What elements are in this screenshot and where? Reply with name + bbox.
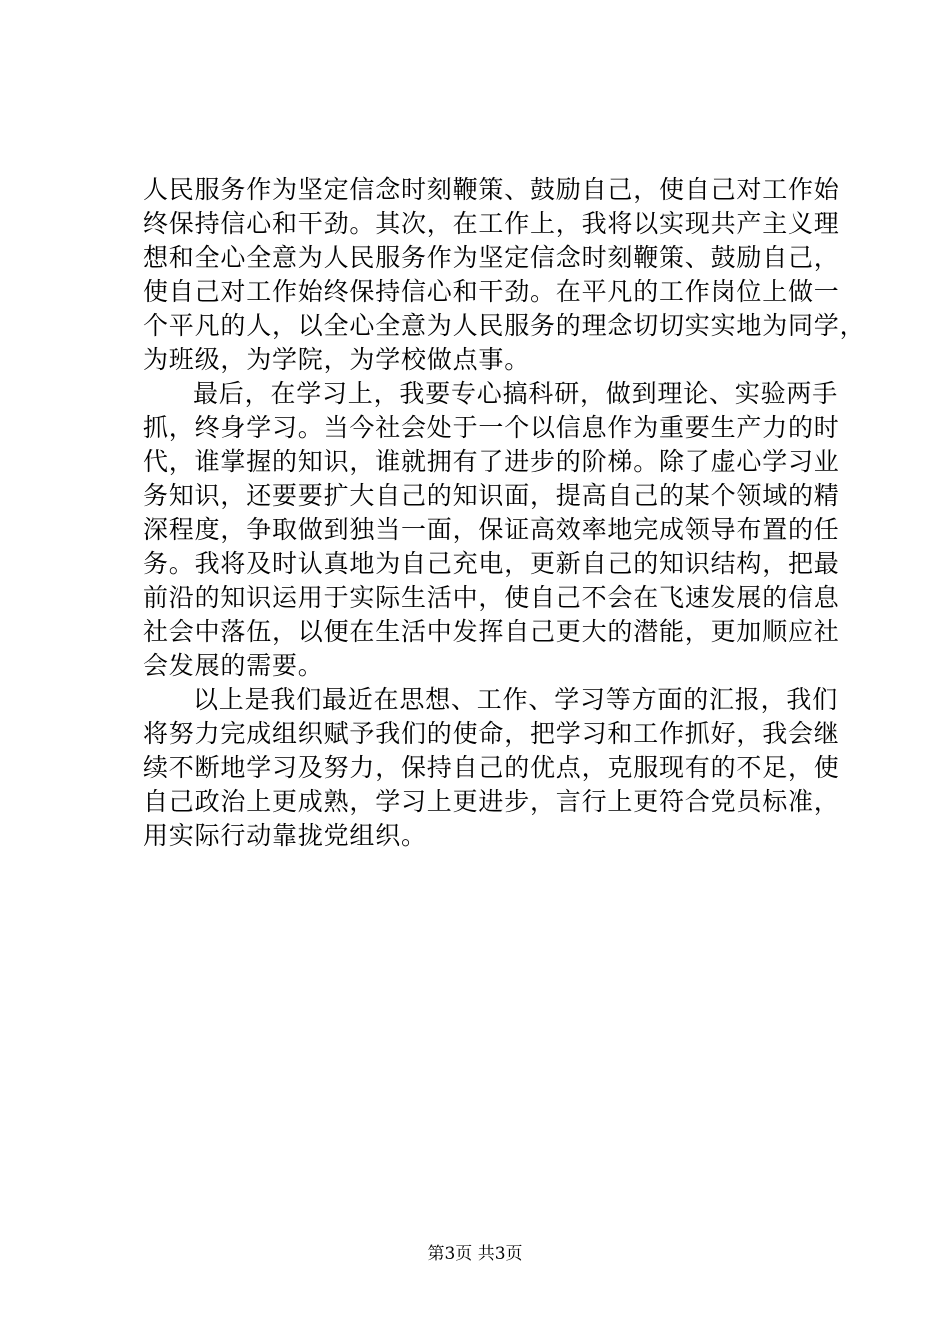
text-line: 将努力完成组织赋予我们的使命，把学习和工作抓好，我会继 xyxy=(143,719,840,748)
paragraph-first-line: 以上是我们最近在思想、工作、学习等方面的汇报，我们 xyxy=(193,685,839,714)
text-line: 想和全心全意为人民服务作为坚定信念时刻鞭策、鼓励自己， xyxy=(143,243,840,272)
text-line: 社会中落伍，以便在生活中发挥自己更大的潜能，更加顺应社 xyxy=(143,617,840,646)
text-line: 续不断地学习及努力，保持自己的优点，克服现有的不足，使 xyxy=(143,753,840,782)
document-body xyxy=(143,173,866,853)
text-line: 深程度，争取做到独当一面，保证高效率地完成领导布置的任 xyxy=(143,515,840,544)
text-line: 会发展的需要。 xyxy=(143,651,324,680)
text-line: 务。我将及时认真地为自己充电，更新自己的知识结构，把最 xyxy=(143,549,840,578)
paragraph-first-line: 最后，在学习上，我要专心搞科研，做到理论、实验两手 xyxy=(193,379,839,408)
text-line: 终保持信心和干劲。其次，在工作上，我将以实现共产主义理 xyxy=(143,209,840,238)
text-line: 抓，终身学习。当今社会处于一个以信息作为重要生产力的时 xyxy=(143,413,840,442)
text-line: 前沿的知识运用于实际生活中，使自己不会在飞速发展的信息 xyxy=(143,583,840,612)
text-line: 人民服务作为坚定信念时刻鞭策、鼓励自己，使自己对工作始 xyxy=(143,175,840,204)
text-line: 为班级，为学院，为学校做点事。 xyxy=(143,345,531,374)
text-line: 用实际行动靠拢党组织。 xyxy=(143,821,427,850)
text-line: 自己政治上更成熟，学习上更进步，言行上更符合党员标准， xyxy=(143,787,840,816)
text-line: 务知识，还要要扩大自己的知识面，提高自己的某个领域的精 xyxy=(143,481,840,510)
text-line: 个平凡的人，以全心全意为人民服务的理念切切实实地为同学， xyxy=(143,311,866,340)
page-number-footer: 第3页 共3页 xyxy=(427,1244,523,1264)
text-line: 使自己对工作始终保持信心和干劲。在平凡的工作岗位上做一 xyxy=(143,277,840,306)
text-line: 代，谁掌握的知识，谁就拥有了进步的阶梯。除了虚心学习业 xyxy=(143,447,840,476)
